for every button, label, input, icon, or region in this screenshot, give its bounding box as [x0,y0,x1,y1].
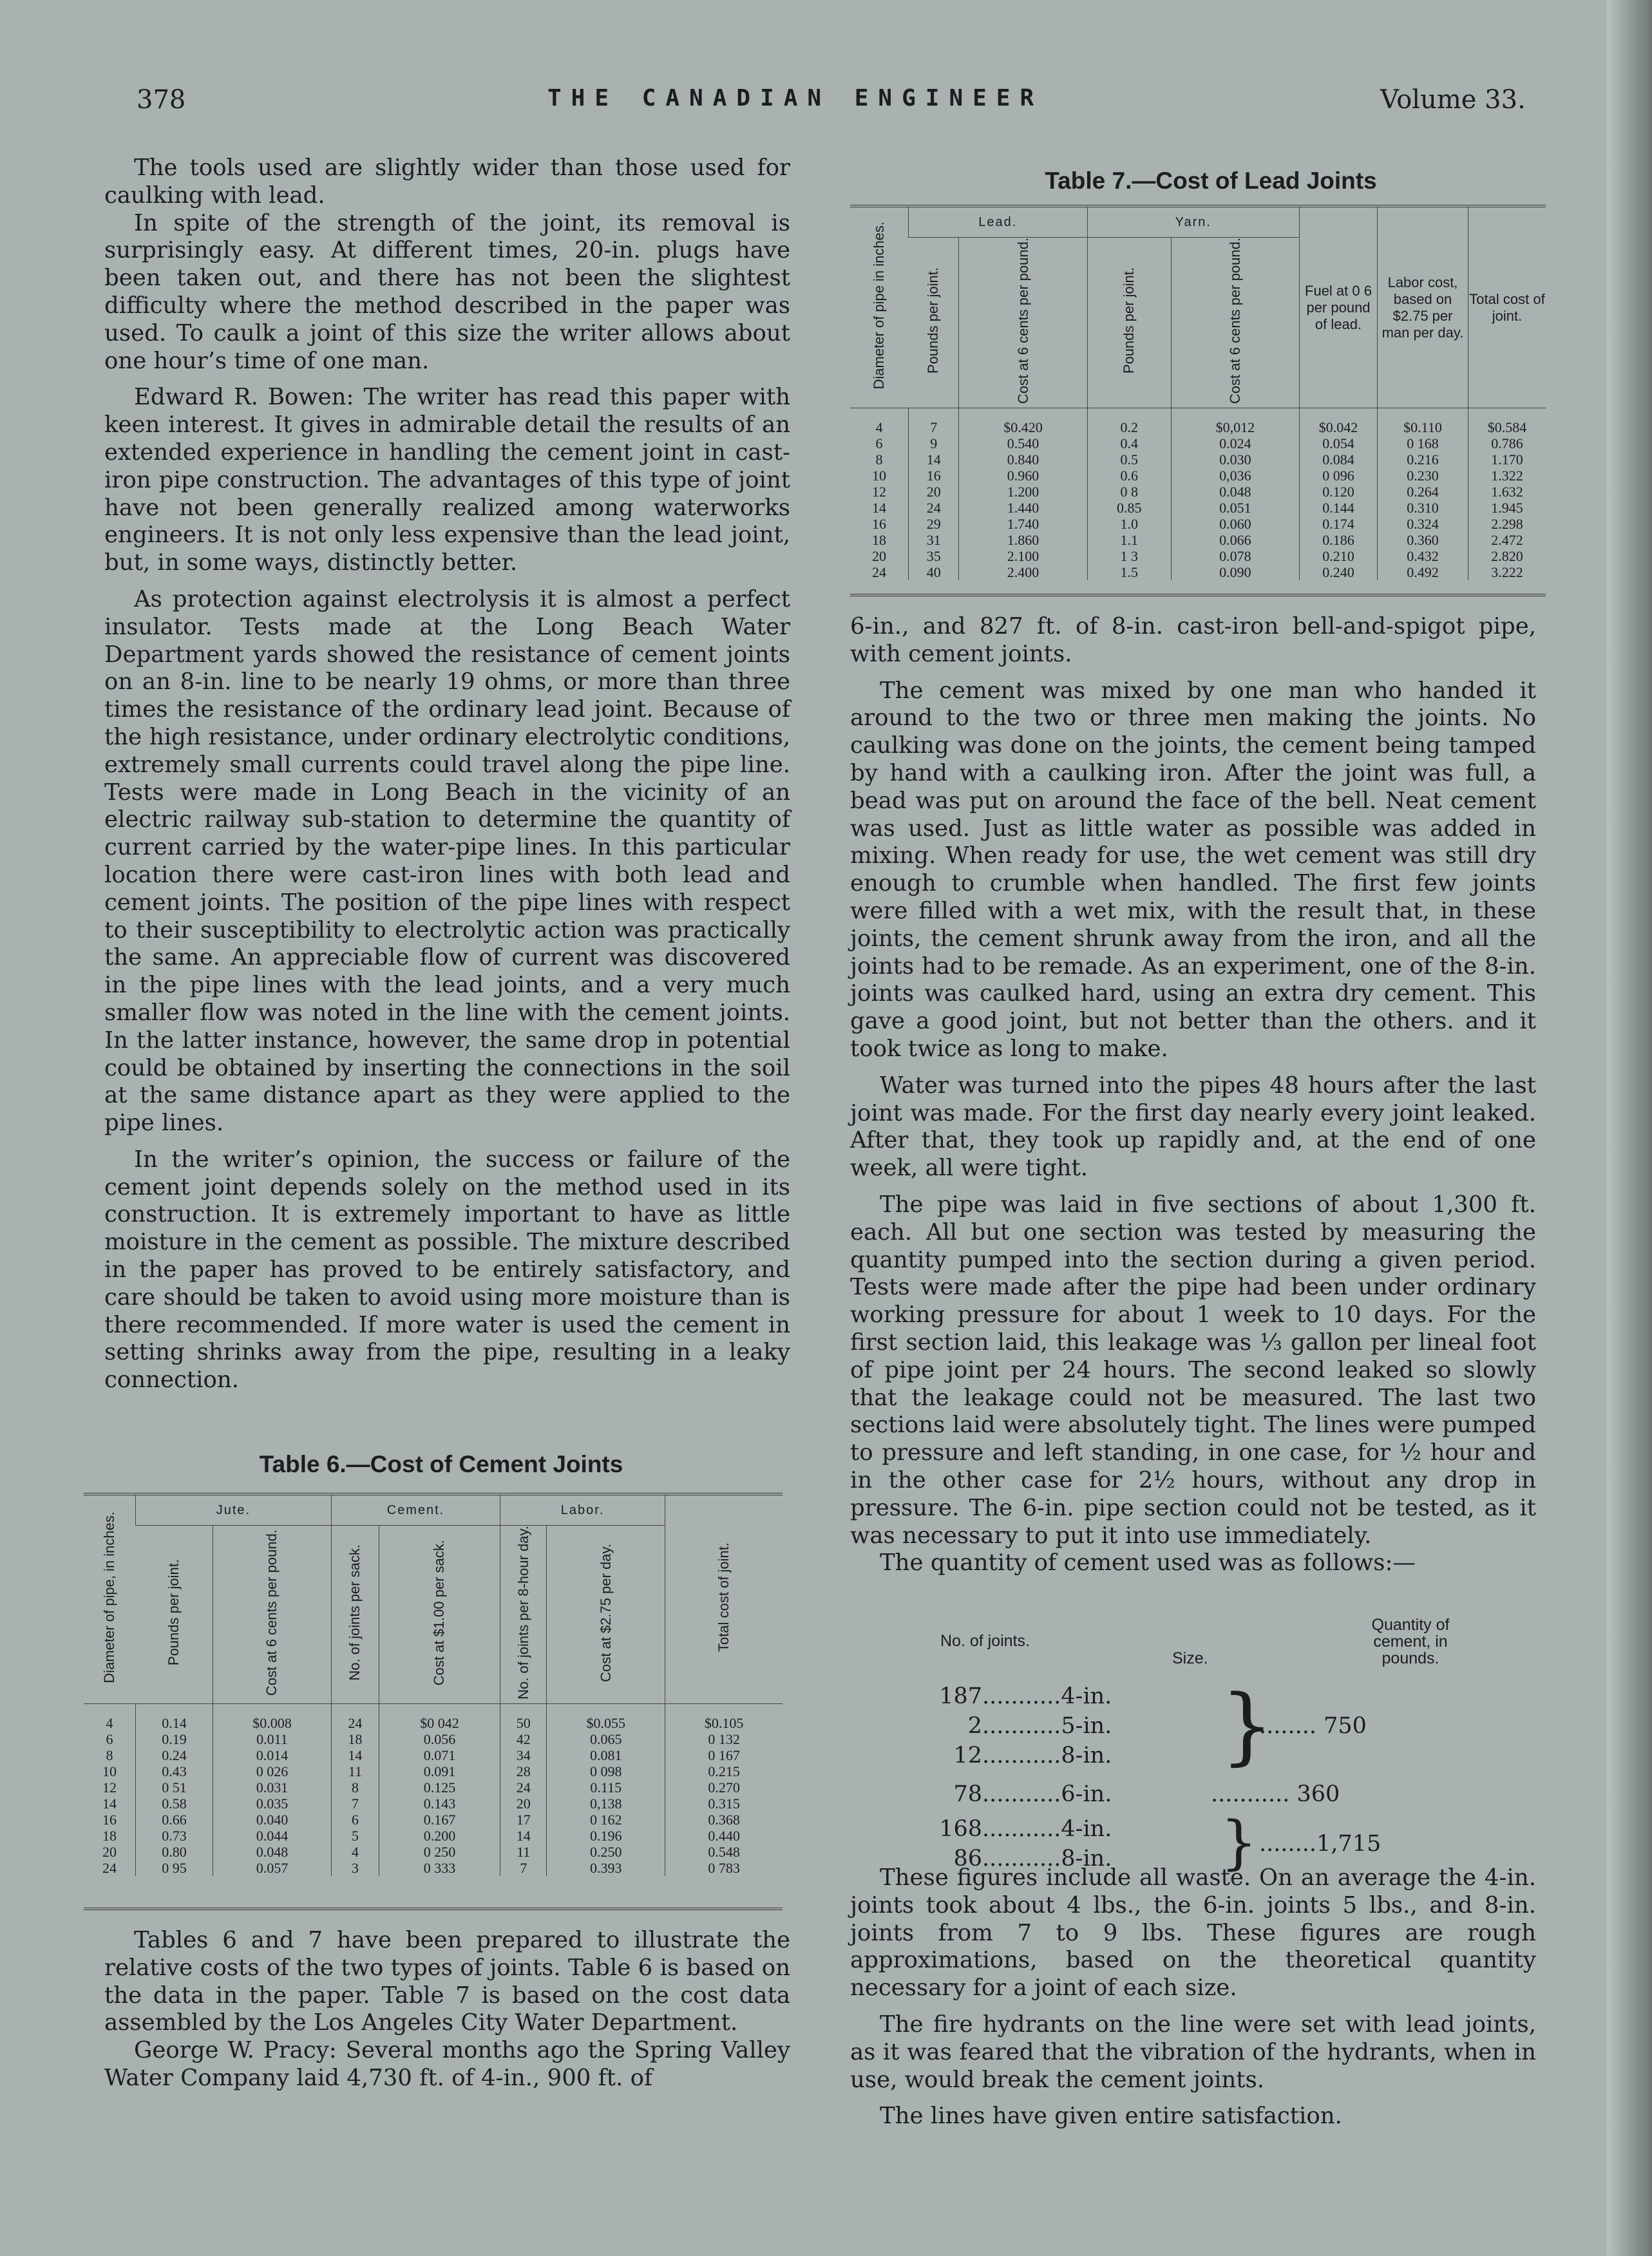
table6-row [84,1844,783,1860]
table6-cell: 0.125 [379,1779,500,1796]
table7-cell: 1.200 [959,484,1087,500]
table6-cell: 14 [102,1795,117,1812]
table7-row [850,484,1546,500]
qty-joints: 12 [953,1743,982,1768]
table6-cell: 4 [331,1844,379,1860]
table6-row [84,1828,783,1844]
table6-row [84,1731,783,1747]
table7-cell: 40 [909,564,959,580]
qty-total: 750 [1324,1713,1367,1739]
table7-row [850,548,1546,564]
table6-cell: 18 [331,1731,379,1747]
table7-cell: 0,036 [1171,468,1299,484]
table6-cell: 0.393 [547,1860,665,1876]
table7-cell: 12 [872,484,886,500]
table7-cell: 16 [909,468,959,484]
table7-group-header: Lead. [909,207,1088,238]
table7-cell: 0.024 [1171,435,1299,451]
table7-cell: 6 [875,435,883,452]
volume-label: Volume 33. [1380,85,1526,115]
table6-cell: 0.040 [213,1812,332,1828]
table7-cell: 2.400 [959,564,1087,580]
table7-cell: 0.210 [1300,548,1378,564]
table6-col-header: No. of joints per sack. [347,1544,363,1681]
table6-cell: 24 [102,1859,117,1876]
table7-cell: 0.174 [1300,516,1378,532]
right-column-lower [850,1864,1536,2130]
table7-cell: 14 [909,451,959,468]
table6-cell: 0.091 [379,1763,500,1779]
paragraph: 6-in., and 827 ft. of 8-in. cast-iron bell-and-spigot pipe, with cement joints. [850,613,1536,667]
table6-row [84,1796,783,1812]
table7-cell: 1.170 [1468,451,1546,468]
table7-col-header: Pounds per joint. [925,267,942,374]
table6-cell: $0.055 [547,1703,665,1731]
table7-cell: 31 [909,532,959,548]
table6-cell: 0.58 [136,1796,213,1812]
paragraph: The lines have given entire satisfaction. [880,2103,1342,2130]
table6-cell: 11 [500,1844,547,1860]
qty-size: 8-in. [1061,1846,1112,1872]
table7-cell: 0.216 [1378,451,1468,468]
table7-cell: 0.054 [1300,435,1378,451]
right-column-upper [850,613,1536,1577]
table6-cell: 0.250 [547,1844,665,1860]
table6-cell: 0.66 [136,1812,213,1828]
qty-row [927,1743,1204,1768]
table6-cell: $0 042 [379,1703,500,1731]
table6-cell: 24 [331,1703,379,1731]
table7-cell: 0.6 [1087,468,1171,484]
leader-dots: ........... [982,1683,1061,1709]
page-number: 378 [137,85,186,115]
qty-size: 8-in. [1061,1743,1112,1768]
table7-cell: 0.4 [1087,435,1171,451]
page-edge-shadow [1607,0,1652,2256]
table6-cell: 14 [500,1828,547,1844]
table7-cell: 0 168 [1378,435,1468,451]
table6-cell: 34 [500,1747,547,1763]
table6-cell: 0.057 [213,1860,332,1876]
table6-cell: 0.43 [136,1763,213,1779]
table7-cell: 24 [872,564,886,581]
table7-cell: 0.186 [1300,532,1378,548]
table7-cell: 1.740 [959,516,1087,532]
table7-cell: 0.078 [1171,548,1299,564]
paragraph: As protection against electrolysis it is almost a perfect insulator. Tests made at the Long Beach Water Department yards showed the resistance of cement joints on an 8-in. line to be nearly 19 ohms, or more than three times the resistance of the ordinary lead joint. Because of the high resistance, under ordinary electrolytic conditions, extremely small currents could travel along the pipe line. Tests were made in Long Beach in the vicinity of an electric railway sub-station to determine the quantity of current carried by the water-pipe lines. In this particular location there were cast-iron lines with both lead and cement joints. The position of the pipe lines with respect to their susceptibility to electrolytic action was practically the same. An appreciable flow of current was discovered in the pipe lines with the lead joints, and a very much smaller flow was noted in the line with the cement joints. In the latter instance, however, the same drop in potential could be obtained by inserting the connections in the soil at the same distance apart as they were applied to the pipe lines. [104,585,790,1137]
qty-joints: 168 [939,1816,982,1842]
table6-cell: 0.044 [213,1828,332,1844]
table7-cell: 0 8 [1087,484,1171,500]
table6-cell: 0.167 [379,1812,500,1828]
table6-cell: 0.315 [665,1796,783,1812]
table7-cell: 24 [909,500,959,516]
table6-cell: 0.19 [136,1731,213,1747]
table7-cell: 0.5 [1087,451,1171,468]
table7-cell: $0,012 [1171,408,1299,436]
table6-row [84,1779,783,1796]
table6-cell: 0.440 [665,1828,783,1844]
table6-cell: 0.548 [665,1844,783,1860]
table6-cell: 0 333 [379,1860,500,1876]
table7-cell: 0.264 [1378,484,1468,500]
table6-cell: 0.115 [547,1779,665,1796]
table6-row [84,1747,783,1763]
table6-col-header: Cost at 6 cents per pound. [263,1529,280,1696]
qty-header-joints: No. of joints. [940,1632,1030,1650]
table7-cell: 0.144 [1300,500,1378,516]
table6-cell: 8 [106,1747,113,1763]
table7-row [850,468,1546,484]
table7-cell: 0.786 [1468,435,1546,451]
leader-dots: ........... [982,1816,1061,1842]
qty-size: 4-in. [1061,1816,1112,1842]
table7-cell: 0.060 [1171,516,1299,532]
leader-dots: ........... [982,1846,1061,1872]
table7-row [850,516,1546,532]
table7-col-header: Cost at 6 cents per pound. [1226,238,1243,404]
table7-cell: 20 [909,484,959,500]
table7-cell: 1 3 [1087,548,1171,564]
table6-cell: 0.035 [213,1796,332,1812]
table7-cell: 1.440 [959,500,1087,516]
table6-group-header: Cement. [331,1495,500,1526]
table6-cell: 0 783 [665,1860,783,1876]
table6-cell: 0.081 [547,1747,665,1763]
leader-dots: ........... [982,1713,1061,1739]
table6-cell: 0.011 [213,1731,332,1747]
table7-cell: 35 [909,548,959,564]
table7-row [850,451,1546,468]
table7-cell: 0.090 [1171,564,1299,580]
table7-cell: $0.584 [1468,408,1546,436]
table6-cell: 0 250 [379,1844,500,1860]
table7-row [850,564,1546,580]
table7-cell: 0.540 [959,435,1087,451]
table6-col-header: No. of joints per 8-hour day. [515,1526,531,1700]
table6-cell: 4 [106,1714,113,1731]
table6-col-header: Cost at $1.00 per sack. [431,1539,448,1686]
qty-size: 4-in. [1061,1683,1112,1709]
table7-cell: 0.084 [1300,451,1378,468]
table6-cell: 10 [102,1763,117,1779]
table6-cell: $0.105 [665,1703,783,1731]
table6-cell: 7 [331,1796,379,1812]
table7-cell: 0.230 [1378,468,1468,484]
table7-cell: 4 [875,419,883,436]
table7-cell: 0.840 [959,451,1087,468]
table7-cell: 1.322 [1468,468,1546,484]
table7-cell: 0.066 [1171,532,1299,548]
paragraph: Tables 6 and 7 have been prepared to illustrate the relative costs of the two types of joints. Table 6 is based on the data in the paper. Table 7 is based on the cost data assembled by the Los Angeles City Water Department. [104,1927,790,2036]
table7-cell: 1.632 [1468,484,1546,500]
paragraph: Edward R. Bowen: The writer has read this paper with keen interest. It gives in admirable detail the results of an extended experience in handling the cement joint in cast-iron pipe construction. The advantages of this type of joint have not been generally realized among waterworks engineers. It is not only less expensive than the lead joint, but, in some ways, distinctly better. [104,384,790,576]
table6-title: Table 6.—Cost of Cement Joints [259,1451,623,1477]
table7-group-header: Yarn. [1087,207,1299,238]
table7-cell: 2.100 [959,548,1087,564]
brace: } [1220,1676,1274,1774]
table6-cell: 20 [102,1843,117,1860]
table6-cell: 17 [500,1812,547,1828]
table6-col-header: Cost at $2.75 per day. [597,1543,614,1682]
table6-row [84,1703,783,1731]
table7-cell: 0.492 [1378,564,1468,580]
table7-cell: 0.960 [959,468,1087,484]
table7-cell: 7 [909,408,959,436]
table6-cell: 0.368 [665,1812,783,1828]
table7-cell: 2.820 [1468,548,1546,564]
table6-group-header: Labor. [500,1495,665,1526]
table6-row [84,1763,783,1779]
qty-row [927,1683,1204,1709]
table6 [84,1493,783,1910]
qty-row [927,1713,1204,1739]
table6-cell: 18 [102,1827,117,1844]
left-column-lower [104,1927,790,2092]
paragraph: The cement was mixed by one man who handed it around to the two or three men making the joints. No caulking was done on the joints, the cement being tamped by hand with a caulking iron. After the joint was full, a bead was put on around the face of the bell. Neat cement was used. Just as little water as possible was added in mixing. When ready for use, the wet cement was still dry enough to crumble when handled. The first few joints were filled with a wet mix, with the result that, in these joints, the cement shrunk away from the iron, and all the joints had to be remade. As an experiment, one of the 8-in. joints was caulked hard, using an extra dry cement. This gave a good joint, but not better than the others. and it took twice as long to make. [850,677,1536,1062]
table7-col-header: Cost at 6 cents per pound. [1014,238,1031,404]
table6-cell: 0.24 [136,1747,213,1763]
table6-cell: 0 95 [136,1860,213,1876]
table7-cell: 0.240 [1300,564,1378,580]
table6-cell: 0.031 [213,1779,332,1796]
table7-cell: 9 [909,435,959,451]
brace: } [1220,1809,1258,1877]
qty-row [927,1781,1204,1807]
table7-cell: 0 096 [1300,468,1378,484]
table6-cell: 0.73 [136,1828,213,1844]
table6-cell: 0 026 [213,1763,332,1779]
table7-row [850,532,1546,548]
table6-group-header: Jute. [136,1495,332,1526]
qty-header-quantity: Quantity of cement, in pounds. [1371,1616,1450,1667]
leader-dots: ........... [982,1743,1061,1768]
paragraph: In spite of the strength of the joint, its removal is surprisingly easy. At different times, 20-in. plugs have been taken out, and there has not been the slightest difficulty where the method described in the paper was used. To caulk a joint of this size the writer allows about one hour’s time of one man. [104,209,790,374]
table7-col-header: Diameter of pipe in inches. [871,222,887,390]
table6-cell: 0.014 [213,1747,332,1763]
paragraph: These figures include all waste. On an average the 4-in. joints took about 4 lbs., the 6-in. joints 5 lbs., and 8-in. joints from 7 to 9 lbs. These figures are rough approximations, based on the theoretical quantity necessary for a joint of each size. [850,1864,1536,2002]
table7-cell: 0.048 [1171,484,1299,500]
qty-row [927,1816,1204,1842]
paragraph: Water was turned into the pipes 48 hours after the last joint was made. For the first day nearly every joint leaked. After that, they took up rapidly and, at the end of one week, all were tight. [850,1072,1536,1182]
qty-joints: 187 [939,1683,982,1709]
table7-cell: 0.120 [1300,484,1378,500]
table7-cell: 2.298 [1468,516,1546,532]
table7-cell: 3.222 [1468,564,1546,580]
qty-size: 6-in. [1061,1781,1112,1807]
table7-cell: 18 [872,532,886,549]
qty-joints: 78 [953,1781,982,1807]
paragraph: The tools used are slightly wider than those used for caulking with lead. [104,155,790,209]
table6-cell: 0.143 [379,1796,500,1812]
table6-cell: 0.14 [136,1703,213,1731]
table6-cell: 0.200 [379,1828,500,1844]
table7-col-header: Fuel at 0 6 per pound of lead. [1305,282,1372,332]
table7-cell: 0.051 [1171,500,1299,516]
qty-size: 5-in. [1061,1713,1112,1739]
table7-cell: 0.310 [1378,500,1468,516]
table6-col-header: Pounds per joint. [166,1559,182,1666]
table7-row [850,408,1546,436]
table7-cell: 0.030 [1171,451,1299,468]
table6-cell: 0.270 [665,1779,783,1796]
table7-cell: 0.2 [1087,408,1171,436]
table6-cell: 0.048 [213,1844,332,1860]
table7-cell: 1.0 [1087,516,1171,532]
table6-cell: 24 [500,1779,547,1796]
table7-col-header: Pounds per joint. [1121,267,1137,374]
leader-dots: ........... [1211,1781,1297,1807]
table7-col-header: Labor cost, based on $2.75 per man per day. [1381,274,1464,341]
table6-cell: 3 [331,1860,379,1876]
table7-title: Table 7.—Cost of Lead Joints [1045,167,1377,194]
table6-cell: 16 [102,1811,117,1828]
table6-cell: 8 [331,1779,379,1796]
paragraph: George W. Pracy: Several months ago the Spring Valley Water Company laid 4,730 ft. of 4-in., 900 ft. of [104,2037,790,2091]
table6-cell: 11 [331,1763,379,1779]
table6-col-header: Diameter of pipe, in inches. [101,1512,117,1683]
qty-joints: 2 [967,1713,982,1739]
table6-cell: 0.071 [379,1747,500,1763]
table6-row [84,1860,783,1876]
leader-dots: ........ [1259,1831,1317,1857]
journal-title: THE CANADIAN ENGINEER [547,85,1044,111]
table6-cell: $0.008 [213,1703,332,1731]
table7 [850,205,1546,596]
paragraph: The pipe was laid in five sections of about 1,300 ft. each. All but one section was tested by measuring the quantity pumped into the section during a given period. Tests were made after the pipe had been under ordinary working pressure for about 1 week to 10 days. For the first section laid, this leakage was ⅓ gallon per lineal foot of pipe joint per 24 hours. The second leaked so slowly that the leakage could not be measured. The last two sections laid were absolutely tight. The lines were pumped to pressure and left standing, in one case, for ½ hour and in the other case for 2½ hours, without any drop in pressure. The 6-in. pipe section could not be tested, as it was necessary to put it into use immediately. [850,1191,1536,1549]
table6-cell: 0.215 [665,1763,783,1779]
table6-col-header: Total cost of joint. [716,1542,732,1653]
table6-cell: 7 [500,1860,547,1876]
table6-cell: 6 [106,1730,113,1747]
table7-cell: $0.420 [959,408,1087,436]
table7-cell: 2.472 [1468,532,1546,548]
table6-cell: 0 167 [665,1747,783,1763]
table7-cell: 1.5 [1087,564,1171,580]
table6-cell: 0 51 [136,1779,213,1796]
table6-cell: 0 098 [547,1763,665,1779]
table6-cell: 12 [102,1779,117,1796]
qty-total: 1,715 [1316,1831,1381,1857]
paragraph: In the writer’s opinion, the success or failure of the cement joint depends solely on the method used in its construction. It is extremely important to have as little moisture in the cement as possible. The mixture described in the paper has proved to be entirely satisfactory, and care should be taken to avoid using more moisture than is there recommended. If more water is used the cement in setting shrinks away from the pipe, resulting in a leaky connection. [104,1146,790,1394]
leader-dots: ........... [982,1781,1061,1807]
table6-cell: 0,138 [547,1796,665,1812]
table7-cell: 1.860 [959,532,1087,548]
table6-cell: 20 [500,1796,547,1812]
table6-cell: 42 [500,1731,547,1747]
table6-cell: 0.065 [547,1731,665,1747]
table7-col-header: Total cost of joint. [1469,290,1545,324]
table6-cell: 5 [331,1828,379,1844]
table7-cell: 0.432 [1378,548,1468,564]
table6-cell: 0.196 [547,1828,665,1844]
table6-row [84,1812,783,1828]
paragraph: The fire hydrants on the line were set with lead joints, as it was feared that the vibration of the hydrants, when in use, would break the cement joints. [850,2011,1536,2093]
left-column-upper [104,155,790,1394]
table6-cell: 0.056 [379,1731,500,1747]
table7-cell: 29 [909,516,959,532]
leader-dots: ........ [1259,1713,1324,1739]
table7-cell: 20 [872,548,886,565]
table7-cell: $0.042 [1300,408,1378,436]
table7-row [850,500,1546,516]
table7-cell: $0.110 [1378,408,1468,436]
table7-cell: 8 [875,451,883,468]
table6-cell: 0 162 [547,1812,665,1828]
table6-cell: 6 [331,1812,379,1828]
qty-joints: 86 [953,1846,982,1872]
table7-cell: 10 [872,468,886,484]
table6-cell: 50 [500,1703,547,1731]
table7-row [850,435,1546,451]
table6-cell: 14 [331,1747,379,1763]
table6-cell: 0 132 [665,1731,783,1747]
table7-cell: 0.360 [1378,532,1468,548]
table7-cell: 1.1 [1087,532,1171,548]
table7-cell: 1.945 [1468,500,1546,516]
table7-cell: 16 [872,516,886,533]
qty-header-size: Size. [1172,1649,1208,1667]
qty-total: 360 [1296,1781,1340,1807]
table7-cell: 14 [872,500,886,517]
paragraph: The quantity of cement used was as follows:— [880,1550,1416,1577]
table6-cell: 0.80 [136,1844,213,1860]
table7-cell: 0.324 [1378,516,1468,532]
table6-cell: 28 [500,1763,547,1779]
table7-cell: 0.85 [1087,500,1171,516]
